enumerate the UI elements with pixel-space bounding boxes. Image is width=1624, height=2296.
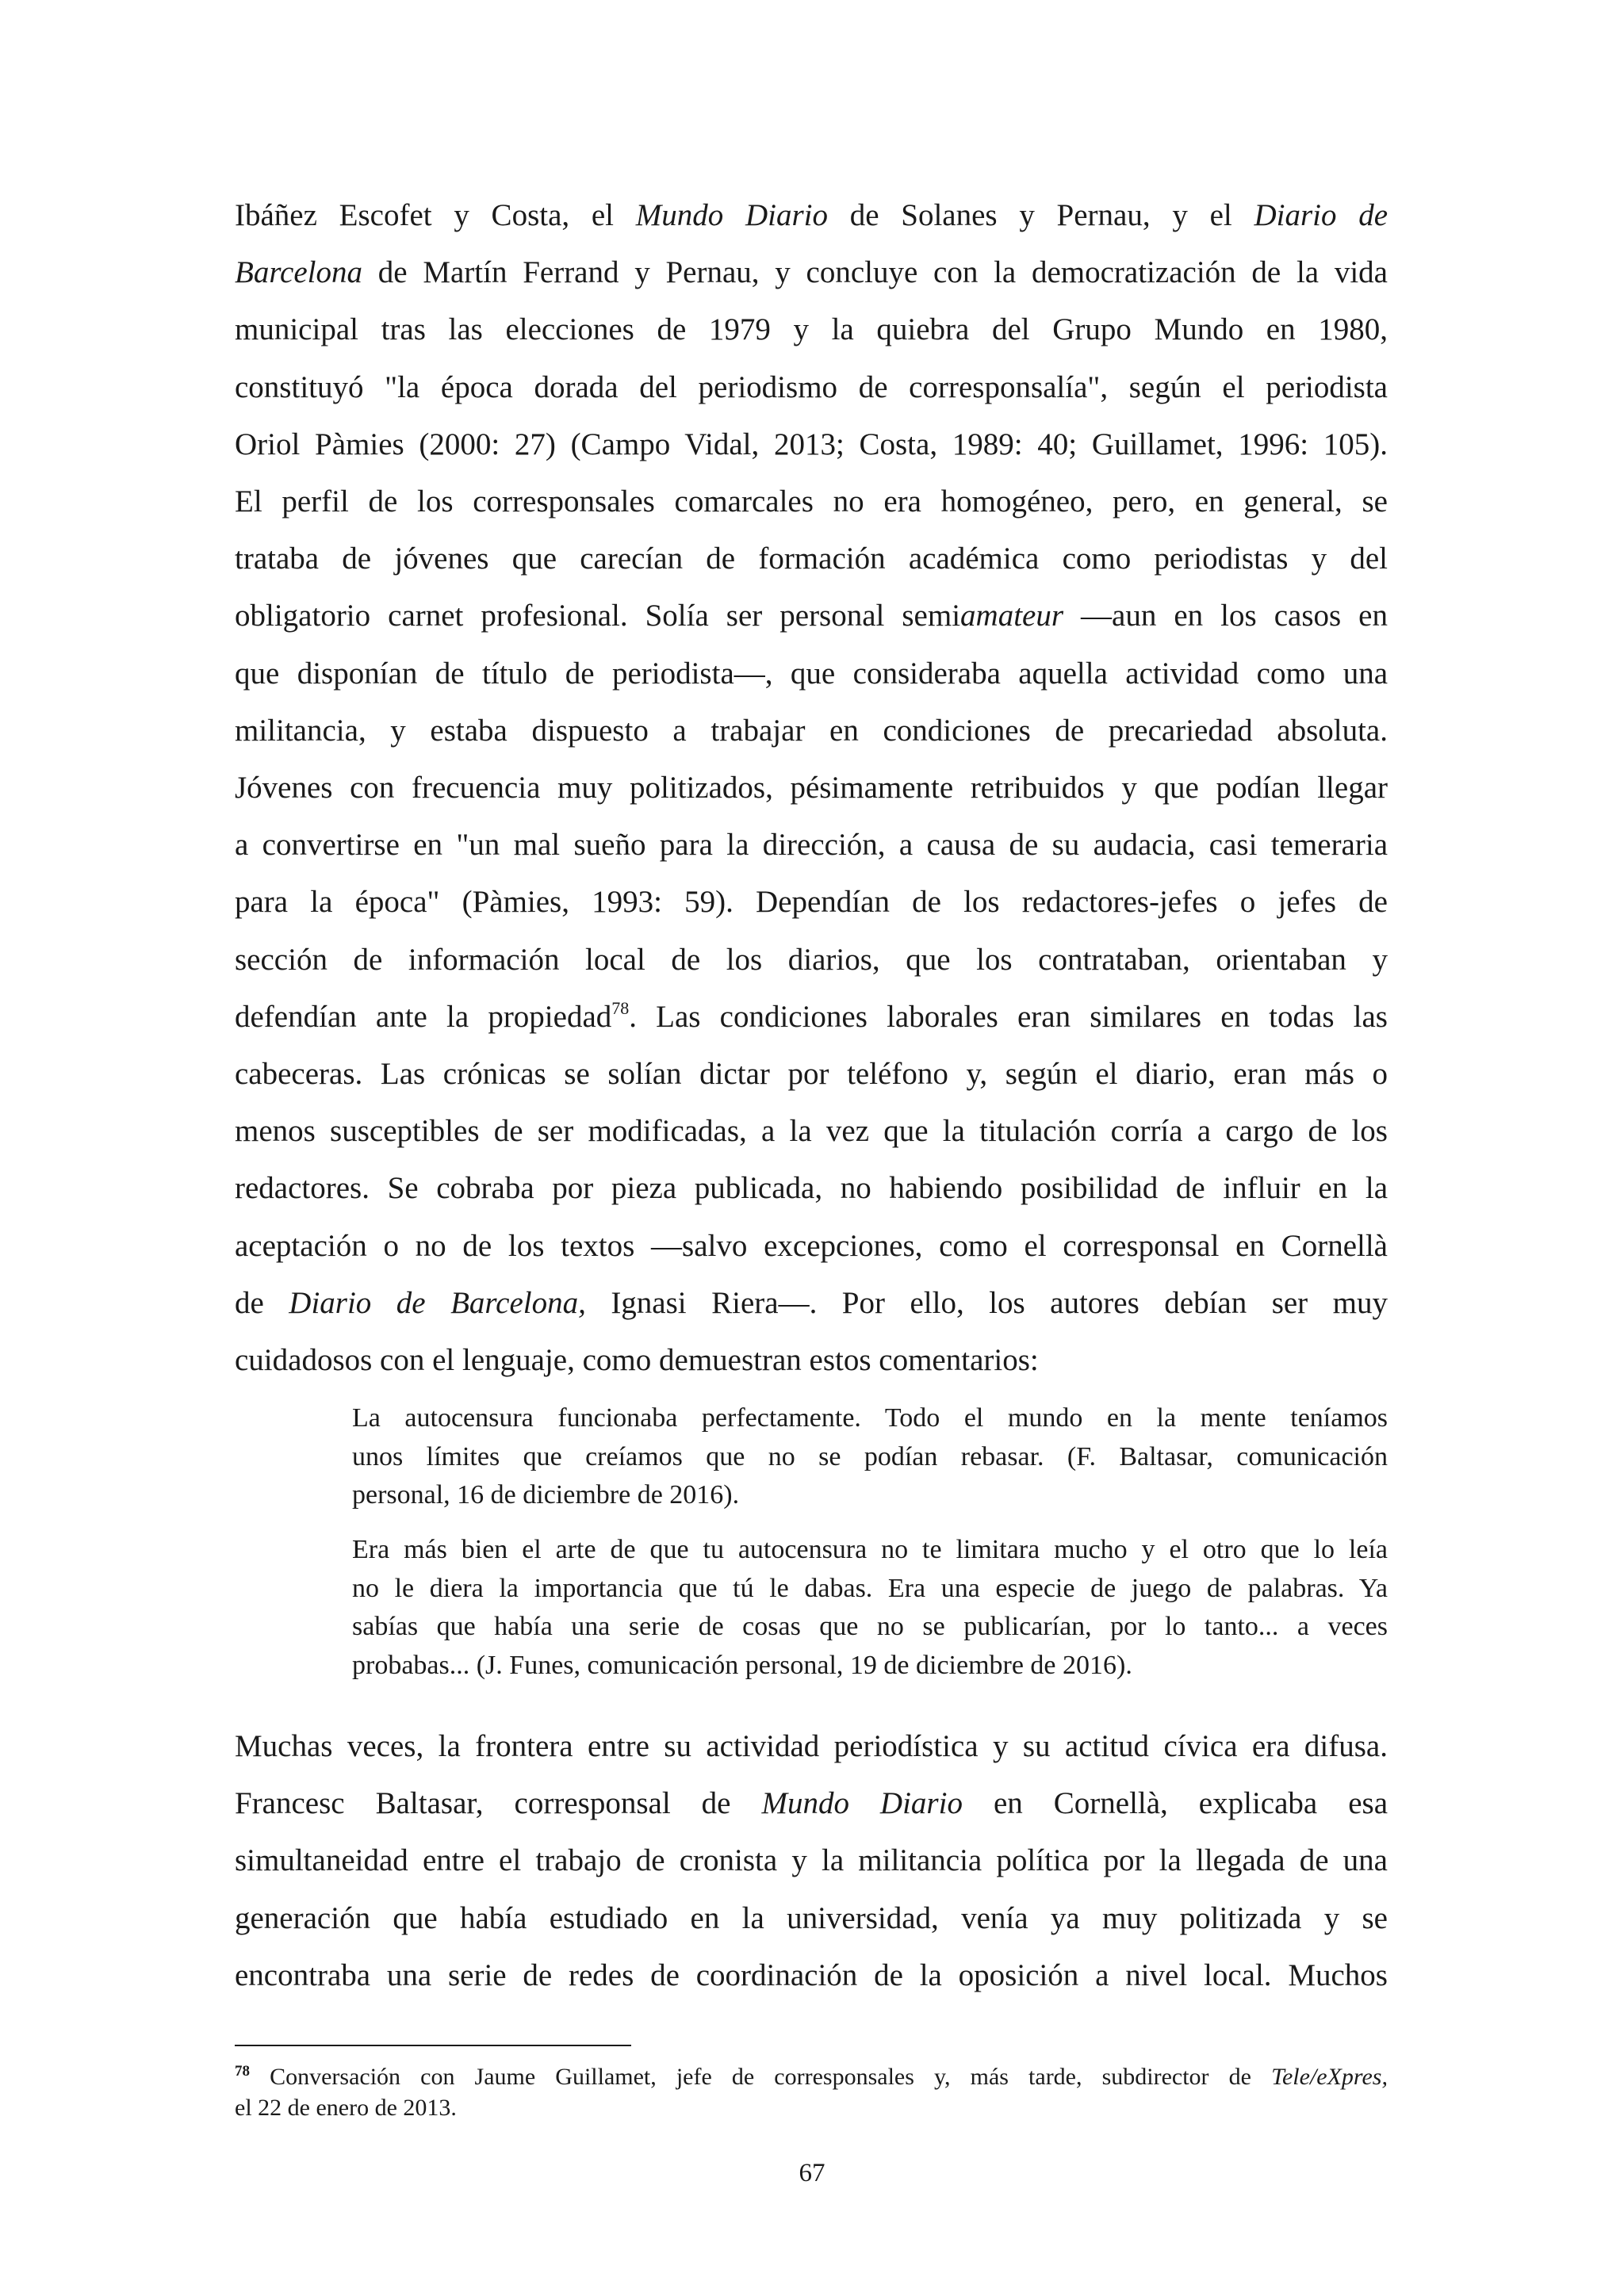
text-line: militancia, y estaba dispuesto a trabajar en condiciones de precariedad absoluta. [235,713,1388,748]
paragraph [235,1718,1388,2004]
text-line: sección de información local de los diarios, que los contrataban, orientaban y [235,942,1388,977]
italic-title: Tele/eXpres, [1271,2064,1388,2090]
italic-title: Diario de [1254,198,1388,232]
text-line: Barcelona de Martín Ferrand y Pernau, y concluye con la democratización de la vida [235,255,1388,290]
text-line: de Diario de Barcelona, Ignasi Riera—. Por ello, los autores debían ser muy [235,1285,1388,1320]
italic-title: Diario de Barcelona, [289,1285,586,1320]
text-line: constituyó "la época dorada del periodismo de corresponsalía", según el periodista [235,369,1388,404]
footnote-number: 78 [235,2063,250,2080]
text-line: simultaneidad entre el trabajo de cronista y la militancia política por la llegada de una [235,1843,1388,1878]
text-line: menos susceptibles de ser modificadas, a la vez que la titulación corría a cargo de los [235,1114,1388,1149]
quote-line: La autocensura funcionaba perfectamente. Todo el mundo en la mente teníamos [352,1403,1388,1433]
text-line: cabeceras. Las crónicas se solían dictar por teléfono y, según el diario, eran más o [235,1057,1388,1092]
quote-text [352,1399,1388,1515]
text-line: generación que había estudiado en la universidad, venía ya muy politizada y se [235,1900,1388,1935]
body-text [235,187,1388,1389]
text-line: Jóvenes con frecuencia muy politizados, pésimamente retribuidos y que podían llegar [235,771,1388,806]
paragraph [235,187,1388,1389]
text-line: Oriol Pàmies (2000: 27) (Campo Vidal, 2013; Costa, 1989: 40; Guillamet, 1996: 105). [235,427,1388,461]
footnote-reference[interactable]: 78 [611,997,630,1018]
block-quote [235,1399,1388,1515]
text-line: Ibáñez Escofet y Costa, el Mundo Diario de Solanes y Pernau, y el Diario de [235,198,1388,232]
quote-line: sabías que había una serie de cosas que no se publicarían, por lo tanto... a veces [352,1612,1388,1641]
quote-line: unos límites que creíamos que no se podían rebasar. (F. Baltasar, comunicación [352,1441,1388,1471]
text-line: a convertirse en "un mal sueño para la dirección, a causa de su audacia, casi temeraria [235,828,1388,863]
text-line: trataba de jóvenes que carecían de formación académica como periodistas y del [235,541,1388,576]
footnote-line: $^{78}$ Conversación con Jaume Guillamet, jefe de corresponsales y, más tarde, subdirector de Tele/eXpres, [235,2063,1388,2090]
text-line: municipal tras las elecciones de 1979 y la quiebra del Grupo Mundo en 1980, [235,312,1388,347]
text-line: encontraba una serie de redes de coordinación de la oposición a nivel local. Muchos [235,1957,1388,1992]
text-line: Muchas veces, la frontera entre su actividad periodística y su actitud cívica era difusa. [235,1729,1388,1763]
quote-line: personal, 16 de diciembre de 2016). [352,1480,740,1510]
text-line: defendían ante la propiedad$^{78}$. Las condiciones laborales eran similares en todas las [235,997,1388,1034]
block-quote [235,1531,1388,1685]
italic-title: Barcelona [235,255,363,290]
text-line: obligatorio carnet profesional. Solía ser personal semiamateur —aun en los casos en [235,599,1388,633]
quote-text [352,1531,1388,1685]
text-line: redactores. Se cobraba por pieza publicada, no habiendo posibilidad de influir en la [235,1171,1388,1206]
quote-line: Era más bien el arte de que tu autocensura no te limitara mucho y el otro que lo leía [352,1535,1388,1564]
text-line: para la época" (Pàmies, 1993: 59). Dependían de los redactores-jefes o jefes de [235,885,1388,920]
page-number: 67 [799,2159,825,2187]
footnote [235,2061,1388,2123]
quote-line: probabas... (J. Funes, comunicación personal, 19 de diciembre de 2016). [352,1650,1132,1680]
italic-title: Mundo Diario [761,1786,963,1821]
text-line: aceptación o no de los textos —salvo excepciones, como el corresponsal en Cornellà [235,1228,1388,1263]
italic-word: amateur [960,599,1064,633]
italic-title: Mundo Diario [635,198,828,232]
footnote-separator [235,2045,631,2046]
footnote-line: el 22 de enero de 2013. [235,2095,457,2121]
text-line: que disponían de título de periodista—, que consideraba aquella actividad como una [235,656,1388,691]
text-line: cuidadosos con el lenguaje, como demuestran estos comentarios: [235,1343,1039,1378]
text-line: Francesc Baltasar, corresponsal de Mundo Diario en Cornellà, explicaba esa [235,1786,1388,1821]
text-line: El perfil de los corresponsales comarcales no era homogéneo, pero, en general, se [235,484,1388,519]
body-text [235,1718,1388,2004]
quote-line: no le diera la importancia que tú le dabas. Era una especie de juego de palabras. Ya [352,1573,1388,1603]
